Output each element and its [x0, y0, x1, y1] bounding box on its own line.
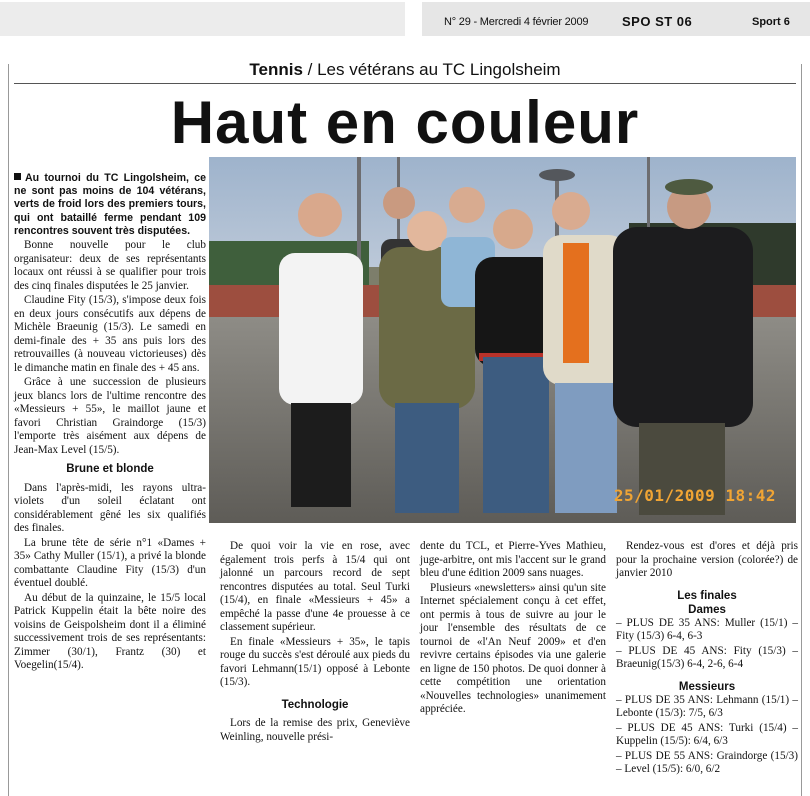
photo-illustration: [209, 157, 796, 523]
column-1: [14, 172, 206, 674]
bullet-square-icon: [14, 173, 21, 180]
headline: Haut en couleur: [170, 89, 640, 156]
article-kicker: [0, 60, 810, 80]
frame-left-rule: [8, 64, 9, 796]
lead-paragraph: [14, 172, 206, 238]
kicker-rule: [14, 83, 796, 84]
issue-date: N° 29 - Mercredi 4 février 2009: [444, 16, 589, 28]
paragraph: Rendez-vous est d'ores et déjà pris pour la prochaine version (colorée?) de janvier 2010: [616, 540, 798, 579]
paragraph: dente du TCL, et Pierre-Yves Mathieu, juge-arbitre, ont mis l'accent sur le grand bleu d'une édition 2009 sans nuages.: [420, 540, 606, 579]
paragraph: La brune tête de série n°1 «Dames + 35» Cathy Muller (15/1), a privé la blonde combattante Claudine Fity (15/3) d'un éventuel doublé.: [14, 536, 206, 590]
masthead-bar: [0, 0, 810, 40]
column-2: [220, 540, 410, 745]
team-photo: [209, 157, 796, 523]
results-title: Les finales: [677, 589, 737, 602]
paragraph: Dans l'après-midi, les rayons ultra-violets d'un soleil éclatant ont considérablement gêné les six qualifiés des finales.: [14, 481, 206, 535]
masthead-left-shade: [0, 2, 405, 36]
column-3: [420, 540, 606, 718]
page-label: Sport 6: [752, 16, 790, 28]
paragraph: De quoi voir la vie en rose, avec également trois perfs à 15/4 qui ont jalonné un parcours record de sept rencontres disputées au total. Seul Turki (15/4), en finale «Messieurs + 45» a empêché la passe d'une 4e prouesse à ce classement supérieur.: [220, 540, 410, 633]
lead-text: Au tournoi du TC Lingolsheim, ce ne sont pas moins de 104 vétérans, verts de froid lors des premiers tours, qui ont bataillé ferme pendant 109 rencontres souvent très disputées.: [14, 172, 206, 237]
messieurs-title: Messieurs: [678, 680, 736, 693]
subhead-brune-et-blonde: Brune et blonde: [66, 463, 154, 476]
kicker-subtitle: / Les vétérans au TC Lingolsheim: [302, 60, 561, 79]
subhead-technologie: Technologie: [281, 698, 349, 711]
paragraph: Grâce à une succession de plusieurs jeux blancs lors de l'ultime rencontre des «Messieurs + 55», le maillot jaune et favori Christian Graindorge (15/3) l'emporte très aisément aux dépens de Jean-Max Level (15/5).: [14, 376, 206, 456]
result-line: – PLUS DE 55 ANS: Graindorge (15/3) – Level (15/5): 6/0, 6/2: [616, 749, 798, 775]
section-name: SPO ST 06: [622, 14, 693, 29]
paragraph: Bonne nouvelle pour le club organisateur: deux de ses représentants locaux ont réussi à se qualifier pour trois des cinq finales disputées le 25 janvier.: [14, 239, 206, 292]
paragraph: En finale «Messieurs + 35», le tapis rouge du succès s'est déroulé aux pieds du favori Lehmann(15/1) opposé à Lebonte (15/3).: [220, 635, 410, 688]
photo-timestamp: 25/01/2009 18:42: [613, 486, 776, 505]
result-line: – PLUS DE 45 ANS: Fity (15/3) – Braeunig(15/3) 6-4, 2-6, 6-4: [616, 644, 798, 670]
paragraph: Plusieurs «newsletters» ainsi qu'un site Internet spécialement conçu à cet effet, ont permis à tous de suivre au jour le jour l'ensemble des résultats de ce tournoi de «l'An Neuf 2009» et d'en revivre certains épisodes via une galerie en ligne de 150 photos. De quoi donner à cette compétition une orientation «Nouvelles technologies» unanimement appréciée.: [420, 581, 606, 715]
paragraph: Lors de la remise des prix, Geneviève Weinling, nouvelle prési-: [220, 717, 410, 743]
result-line: – PLUS DE 35 ANS: Lehmann (15/1) – Lebonte (15/3): 7/5, 6/3: [616, 693, 798, 719]
column-4-results: [616, 540, 798, 778]
paragraph: Claudine Fity (15/3), s'impose deux fois en deux jours consécutifs aux dépens de Michèle Braeunig (15/3). Le samedi en demi-finale des + 35 ans puis lors des retrouvailles (à nouveau victorieuses) dès le dimanche matin en finale des + 45 ans.: [14, 294, 206, 374]
result-line: – PLUS DE 45 ANS: Turki (15/4) – Kuppelin (15/5): 6/4, 6/3: [616, 721, 798, 747]
result-line: – PLUS DE 35 ANS: Muller (15/1) – Fity (15/3) 6-4, 6-3: [616, 616, 798, 642]
paragraph: Au début de la quinzaine, le 15/5 local Patrick Kuppelin était la bête noire des voisins de Geispolsheim dont il a éliminé successivement trois de ses représentants: Zimmer (30/1), Frantz (30) et Voegelin(15/4).: [14, 591, 206, 672]
frame-right-rule: [801, 64, 802, 796]
dames-title: Dames: [688, 603, 726, 616]
kicker-topic: Tennis: [249, 60, 303, 79]
